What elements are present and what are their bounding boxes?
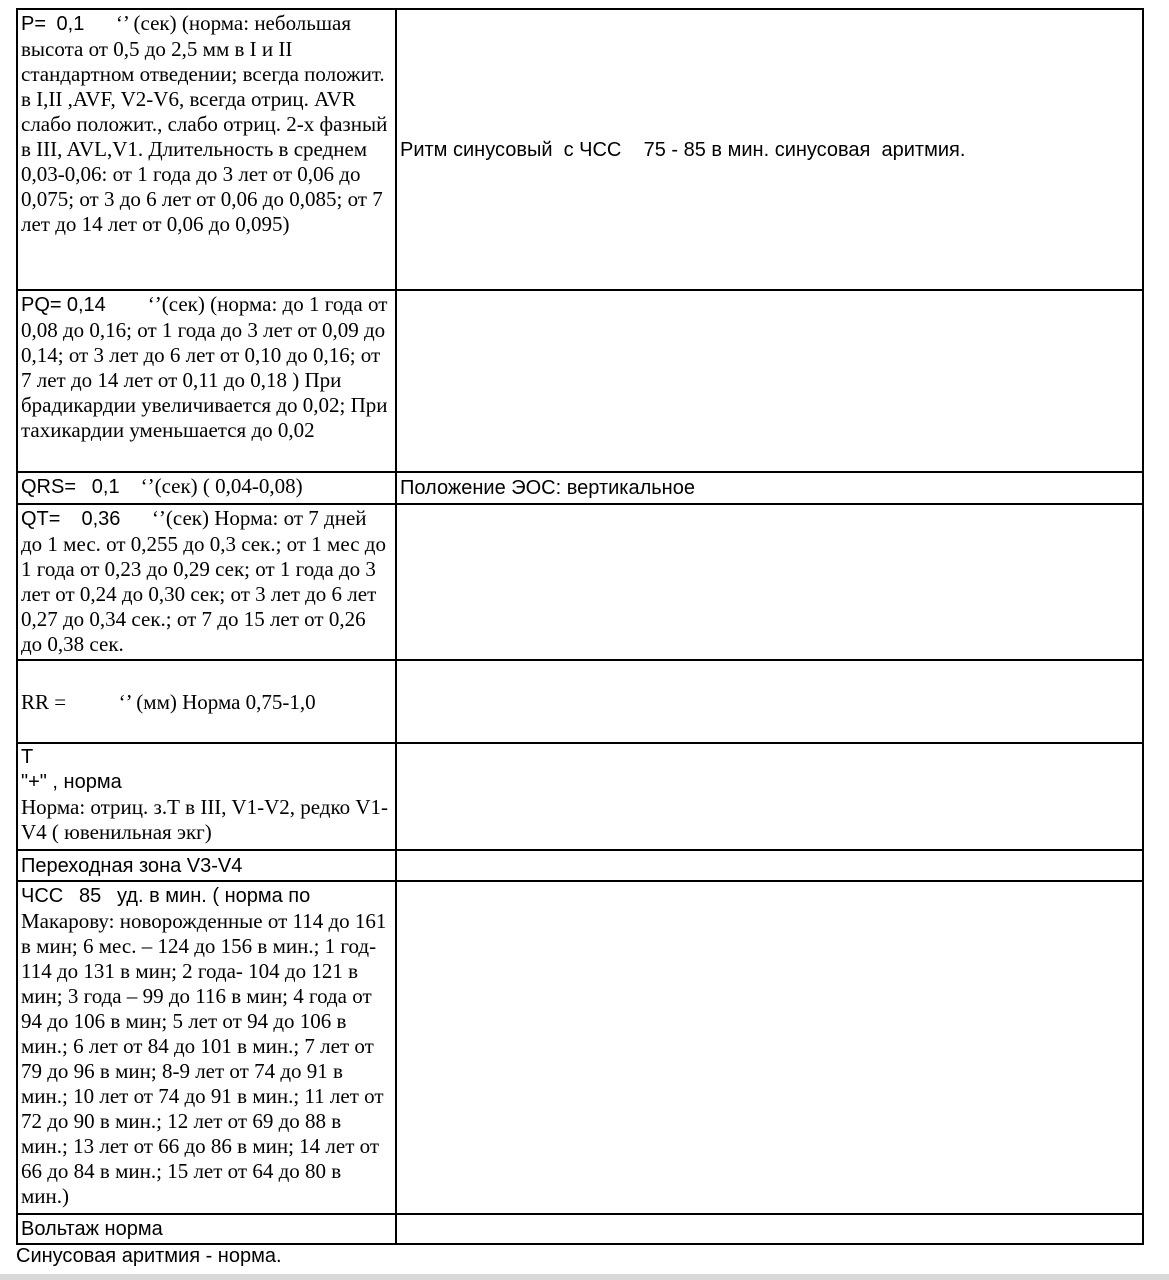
table-row-pq: [17, 290, 1143, 472]
t-norm: Норма: отриц. з.Т в III, V1-V2, редко V1-V4 ( ювенильная экг): [21, 795, 389, 844]
qrs-unit: ‘’(сек): [140, 474, 198, 498]
rr-parameter-cell: [17, 660, 396, 743]
voltage-label: Вольтаж норма: [21, 1218, 163, 1240]
table-row-p: [17, 9, 1143, 290]
table-row-transition-zone: [17, 850, 1143, 881]
p-norm: (норма: небольшая высота от 0,5 до 2,5 мм в I и II стандартном отведении; всегда положит. в I,II ,AVF, V2-V6, всегда отриц. AVR слабо положит., слабо отриц. 2-х фазный в III, AVL,V1. Длительность в среднем 0,03-0,06: от 1 года до 3 лет от 0,06 до 0,075; от 3 до 6 лет от 0,06 до 0,085; от 7 лет до 14 лет от 0,06 до 0,095): [21, 11, 388, 236]
qrs-value: 0,1: [91, 476, 120, 498]
pq-label: PQ=: [21, 294, 62, 316]
qt-unit: ‘’(сек): [151, 506, 209, 530]
ecg-table: [16, 8, 1144, 1245]
t-parameter-cell: [17, 743, 396, 850]
heart-rate-label: ЧСС: [21, 885, 64, 907]
t-value: "+" , норма: [21, 771, 122, 793]
qrs-parameter-cell: [17, 472, 396, 504]
final-conclusion: Синусовая аритмия - норма.: [16, 1245, 282, 1267]
rr-label: RR =: [21, 689, 67, 714]
table-row-voltage: [17, 1214, 1143, 1244]
transition-zone-label: Переходная зона V3-V4: [21, 854, 243, 877]
pq-parameter-cell: [17, 290, 396, 472]
horizontal-scrollbar[interactable]: [0, 1274, 1169, 1280]
heart-rate-parameter-cell: [17, 881, 396, 1214]
rr-norm: Норма 0,75-1,0: [182, 689, 316, 714]
pq-value: 0,14: [66, 294, 106, 316]
qt-norm: Норма: от 7 дней до 1 мес. от 0,255 до 0,3 сек.; от 1 мес до 1 года от 0,23 до 0,29 сек; от 1 года до 3 лет от 0,24 до 0,30 сек; от 3 лет до 6 лет 0,27 до 0,34 сек.; от 7 до 15 лет от 0,26 до 0,38 сек.: [21, 506, 386, 656]
heart-rate-result-cell: [396, 881, 1143, 1214]
heart-rate-value: 85: [78, 885, 102, 907]
pq-result-cell: [396, 290, 1143, 472]
qt-result-cell: [396, 504, 1143, 660]
p-unit: ‘’ (сек): [115, 11, 177, 35]
voltage-cell: [17, 1214, 396, 1244]
table-row-heart-rate: [17, 881, 1143, 1214]
qt-label: QT=: [21, 508, 61, 530]
table-row-qt: [17, 504, 1143, 660]
heart-rate-norm: Макарову: новорожденные от 114 до 161 в мин; 6 мес. – 124 до 156 в мин.; 1 год- 114 до 131 в мин; 2 года- 104 до 121 в мин; 3 года – 99 до 116 в мин; 4 года от 94 до 106 в мин; 5 лет от 94 до 106 в мин.; 6 лет от 84 до 101 в мин.; 7 лет от 79 до 96 в мин; 8-9 лет от 74 до 91 в мин.; 10 лет от 74 до 91 в мин.; 11 лет от 72 до 90 в мин.; 12 лет от 69 до 88 в мин.; 13 лет от 66 до 86 в мин; 14 лет от 66 до 84 в мин.; 15 лет от 64 до 80 в мин.): [21, 909, 387, 1208]
p-result-cell: [396, 9, 1143, 290]
qrs-label: QRS=: [21, 476, 77, 498]
qt-value: 0,36: [81, 508, 121, 530]
rhythm-conclusion: Ритм синусовый с ЧСС 75 - 85 в мин. синусовая аритмия.: [400, 138, 966, 161]
qt-parameter-cell: [17, 504, 396, 660]
qrs-norm: ( 0,04-0,08): [202, 474, 303, 498]
t-result-cell: [396, 743, 1143, 850]
transition-zone-result-cell: [396, 850, 1143, 881]
voltage-result-cell: [396, 1214, 1143, 1244]
p-parameter-cell: [17, 9, 396, 290]
rr-unit: ‘’ (мм): [118, 689, 177, 714]
t-label: Т: [21, 746, 34, 768]
table-row-qrs: [17, 472, 1143, 504]
table-row-rr: [17, 660, 1143, 743]
transition-zone-cell: [17, 850, 396, 881]
pq-norm: (норма: до 1 года от 0,08 до 0,16; от 1 года до 3 лет от 0,09 до 0,14; от 3 лет до 6 лет от 0,10 до 0,16; от 7 лет до 14 лет от 0,11 до 0,18 ) При брадикардии увеличивается до 0,02; При тахикардии уменьшается до 0,02: [21, 292, 388, 442]
heart-rate-unit: уд. в мин. ( норма по: [116, 885, 311, 907]
qrs-result-cell: [396, 472, 1143, 504]
rr-result-cell: [396, 660, 1143, 743]
eos-position: Положение ЭОС: вертикальное: [400, 477, 695, 499]
p-value: 0,1: [56, 13, 85, 35]
pq-unit: ‘’(сек): [147, 292, 205, 316]
p-label: P=: [21, 13, 47, 35]
table-row-t: [17, 743, 1143, 850]
